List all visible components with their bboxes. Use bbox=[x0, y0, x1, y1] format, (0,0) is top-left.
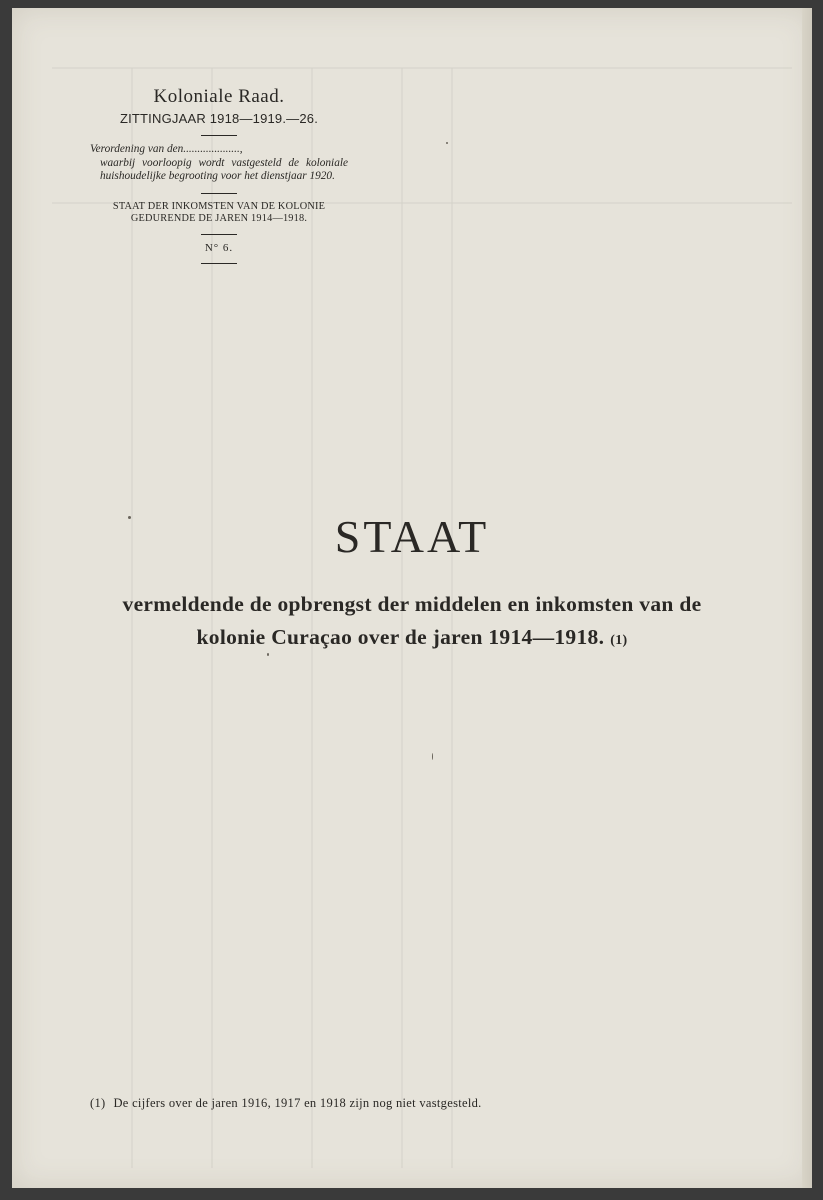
ordinance-text bbox=[90, 143, 348, 184]
ordinance-first-line: Verordening van den...................., bbox=[90, 143, 243, 155]
footnote bbox=[90, 1096, 482, 1111]
paper-speck bbox=[128, 516, 131, 519]
footnote-mark: (1) bbox=[90, 1096, 106, 1110]
ordinance-body: waarbij voorloopig wordt vastgesteld de koloniale huishoudelijke begrooting voor het dienstjaar 1920. bbox=[100, 156, 348, 183]
session-year: ZITTINGJAAR 1918—1919.—26. bbox=[119, 111, 319, 126]
divider bbox=[201, 263, 237, 264]
document-number: N° 6. bbox=[204, 241, 234, 254]
paper-speck bbox=[446, 142, 448, 144]
subtitle bbox=[72, 588, 752, 657]
divider bbox=[201, 135, 237, 136]
footnote-text: De cijfers over de jaren 1916, 1917 en 1918 zijn nog niet vastgesteld. bbox=[113, 1096, 482, 1110]
document-page bbox=[12, 8, 812, 1188]
main-title: STAAT bbox=[334, 511, 490, 562]
document-header bbox=[90, 86, 348, 271]
paper-speck bbox=[432, 753, 433, 760]
footnote-reference: (1) bbox=[610, 633, 628, 648]
statement-title-line1: STAAT DER INKOMSTEN VAN DE KOLONIE bbox=[112, 200, 326, 212]
paper-edge bbox=[802, 8, 812, 1188]
paper-speck bbox=[267, 653, 269, 656]
subtitle-line1: vermeldende de opbrengst der middelen en inkomsten van de bbox=[122, 592, 702, 616]
subtitle-line2: kolonie Curaçao over de jaren 1914—1918. bbox=[196, 625, 605, 649]
council-name: Koloniale Raad. bbox=[153, 86, 285, 107]
divider bbox=[201, 234, 237, 235]
statement-title-line2: GEDURENDE DE JAREN 1914—1918. bbox=[130, 212, 308, 224]
divider bbox=[201, 193, 237, 194]
